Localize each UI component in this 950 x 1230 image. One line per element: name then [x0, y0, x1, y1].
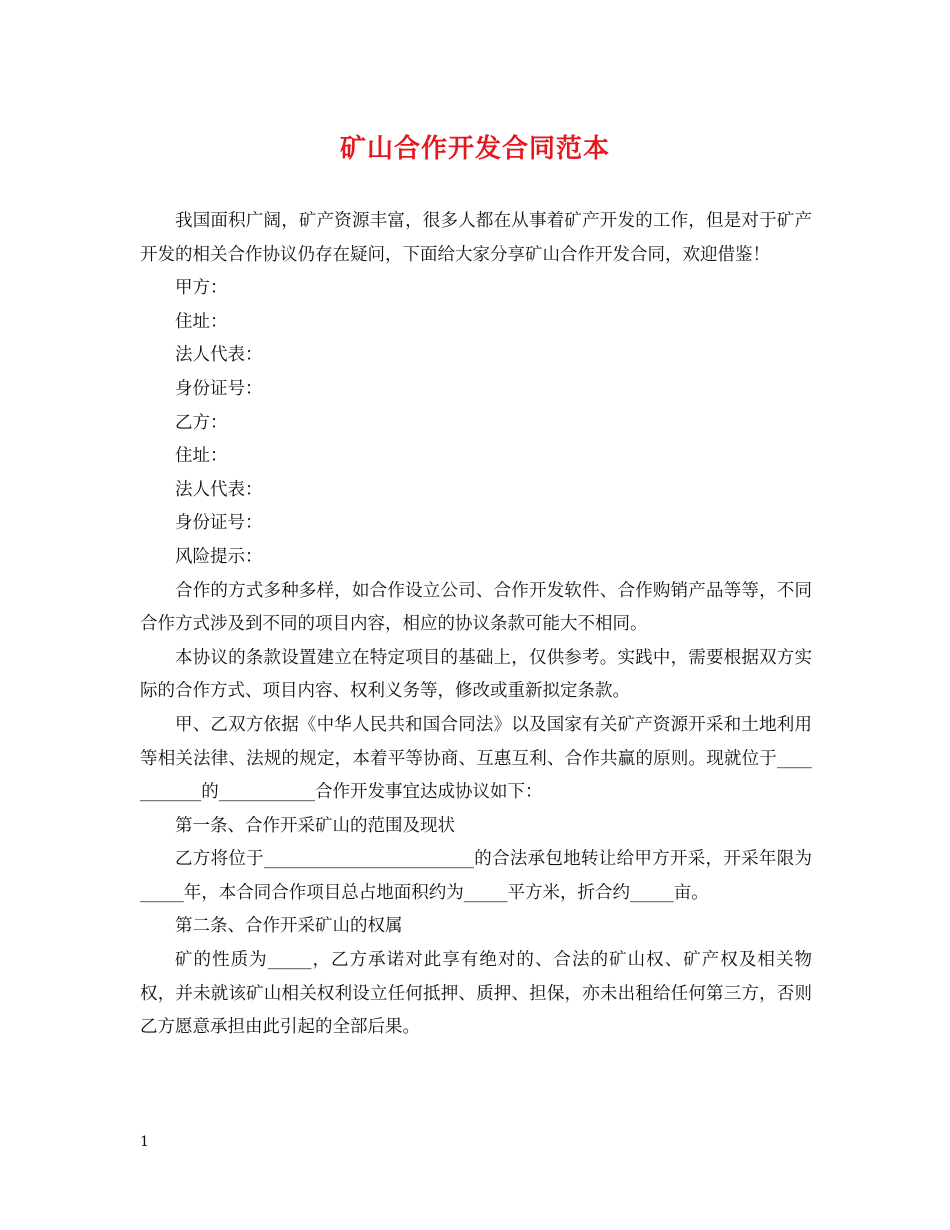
- party-b-legal-rep-label: 法人代表：: [175, 479, 263, 500]
- preamble-paragraph: 甲、乙双方依据《中华人民共和国合同法》以及国家有关矿产资源开采和土地利用等相关法律、法规的规定，本着平等协商、互惠互利、合作共赢的原则。现就位于___________的___________合作开发事宜达成协议如下：: [140, 714, 812, 803]
- party-b-id-label: 身份证号：: [175, 513, 263, 534]
- risk-paragraph-2: 本协议的条款设置建立在特定项目的基础上，仅供参考。实践中，需要根据双方实际的合作方式、项目内容、权利义务等，修改或重新拟定条款。: [140, 647, 812, 702]
- risk-notice-label: 风险提示：: [175, 546, 263, 567]
- intro-paragraph: 我国面积广阔，矿产资源丰富，很多人都在从事着矿产开发的工作，但是对于矿产开发的相关合作协议仍存在疑问，下面给大家分享矿山合作开发合同，欢迎借鉴！: [140, 211, 812, 265]
- party-a-id-label: 身份证号：: [175, 378, 263, 399]
- risk-paragraph-1: 合作的方式多种多样，如合作设立公司、合作开发软件、合作购销产品等等，不同合作方式涉及到不同的项目内容，相应的协议条款可能大不相同。: [140, 580, 812, 635]
- article-1-body: 乙方将位于________________________的合法承包地转让给甲方开采，开采年限为_____年，本合同合作项目总占地面积约为_____平方米，折合约_____亩。: [140, 849, 812, 903]
- article-1-heading: 第一条、合作开采矿山的范围及现状: [175, 815, 455, 836]
- party-a-legal-rep-label: 法人代表：: [175, 345, 263, 366]
- party-b-address-label: 住址：: [175, 446, 228, 467]
- article-2-body: 矿的性质为_____，乙方承诺对此享有绝对的、合法的矿山权、矿产权及相关物权，并未就该矿山相关权利设立任何抵押、质押、担保，亦未出租给任何第三方，否则乙方愿意承担由此引起的全部后果。: [140, 950, 812, 1038]
- document-title: 矿山合作开发合同范本: [339, 134, 610, 164]
- party-a-address-label: 住址：: [175, 311, 228, 332]
- article-2-heading: 第二条、合作开采矿山的权属: [175, 916, 403, 937]
- party-a-label: 甲方：: [175, 278, 228, 299]
- page-number: 1: [140, 1134, 149, 1150]
- document-body: [140, 205, 812, 1045]
- party-b-label: 乙方：: [175, 412, 228, 433]
